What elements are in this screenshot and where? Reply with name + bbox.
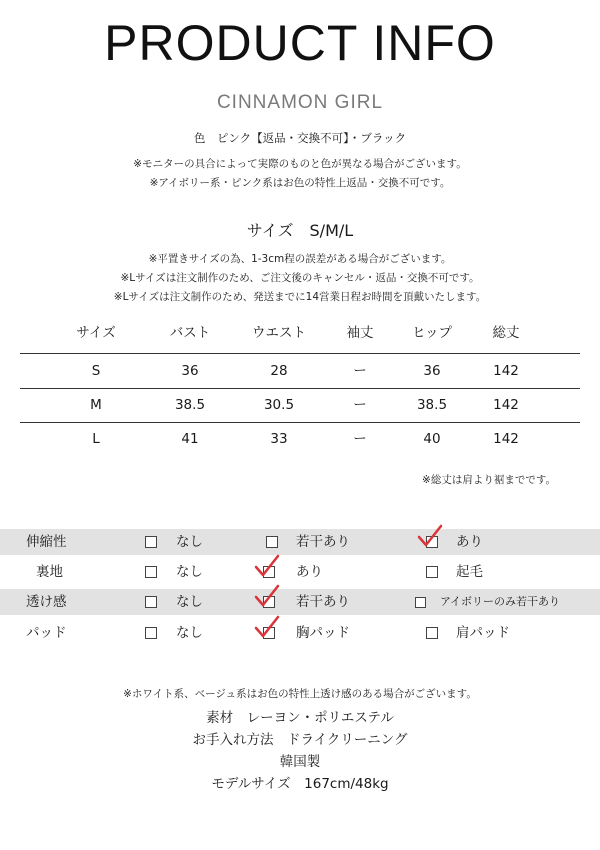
option-label: あり	[456, 534, 483, 550]
option-label: 若干あり	[296, 594, 350, 610]
size-note: ※Lサイズは注文制作のため、ご注文後のキャンセル・返品・交換不可です。	[120, 272, 480, 284]
size-note: ※Lサイズは注文制作のため、発送までに14営業日程お時間を頂戴いたします。	[113, 291, 487, 303]
option-label: アイボリーのみ若干あり	[440, 595, 561, 608]
feature-label: 裏地	[36, 564, 63, 580]
table-cell: 142	[493, 363, 519, 379]
table-cell: 38.5	[416, 397, 448, 413]
brand-name: CINNAMON GIRL	[216, 92, 384, 113]
option-label: 起毛	[456, 564, 483, 580]
table-header-cell: バスト	[169, 325, 211, 341]
table-cell: 36	[181, 363, 199, 379]
table-cell: L	[92, 431, 100, 447]
table-divider	[20, 388, 580, 389]
page-title: PRODUCT INFO	[104, 15, 496, 71]
checkbox	[145, 536, 157, 548]
checkbox	[145, 596, 157, 608]
material-info: 素材 レーヨン・ポリエステル	[206, 710, 394, 726]
table-cell: 142	[493, 431, 519, 447]
size-table-header	[20, 318, 580, 348]
table-divider	[20, 422, 580, 423]
checkbox	[426, 566, 438, 578]
table-header-cell: サイズ	[76, 325, 116, 341]
check-mark-icon	[253, 583, 281, 609]
table-cell: 28	[270, 363, 288, 379]
feature-row-sheerness	[0, 589, 600, 615]
table-divider	[20, 353, 580, 354]
option-label: 胸パッド	[296, 625, 350, 641]
table-cell: 40	[423, 431, 441, 447]
table-row	[20, 424, 580, 454]
table-cell: 142	[493, 397, 519, 413]
check-mark-icon	[253, 614, 281, 640]
table-header-cell: ヒップ	[411, 325, 453, 341]
table-cell: S	[91, 363, 101, 379]
sheer-note: ※ホワイト系、ベージュ系はお色の特性上透け感のある場合がございます。	[123, 688, 477, 700]
table-header-cell: 総丈	[492, 325, 520, 341]
table-cell: 33	[270, 431, 288, 447]
option-label: なし	[176, 594, 203, 610]
feature-row-padding	[0, 620, 600, 646]
table-cell: ー	[353, 363, 367, 379]
model-size-info: モデルサイズ 167cm/48kg	[211, 776, 389, 792]
option-label: なし	[176, 534, 203, 550]
size-title: サイズ S/M/L	[246, 221, 354, 240]
checkbox	[266, 536, 278, 548]
color-note: ※モニターの具合によって実際のものと色が異なる場合がございます。	[133, 158, 467, 170]
table-row	[20, 390, 580, 420]
option-label: なし	[176, 625, 203, 641]
feature-label: 透け感	[26, 594, 67, 610]
table-header-cell: 袖丈	[346, 325, 374, 341]
table-cell: 30.5	[263, 397, 295, 413]
option-label: あり	[296, 564, 323, 580]
origin-info: 韓国製	[279, 754, 321, 770]
care-info: お手入れ方法 ドライクリーニング	[192, 732, 408, 748]
table-note: ※総丈は肩より裾までです。	[422, 474, 556, 486]
table-cell: ー	[353, 397, 367, 413]
feature-row-lining	[0, 559, 600, 585]
check-mark-icon	[416, 523, 444, 549]
table-cell: 38.5	[174, 397, 206, 413]
table-cell: M	[90, 397, 102, 413]
option-label: 肩パッド	[456, 625, 510, 641]
feature-row-stretch	[0, 529, 600, 555]
color-info: 色 ピンク【返品・交換不可】・ブラック	[193, 131, 407, 145]
checkbox	[145, 627, 157, 639]
table-row	[20, 356, 580, 386]
option-label: なし	[176, 564, 203, 580]
table-cell: ー	[353, 431, 367, 447]
checkbox	[426, 627, 438, 639]
check-mark-icon	[253, 553, 281, 579]
checkbox	[145, 566, 157, 578]
table-header-cell: ウエスト	[252, 325, 306, 341]
feature-label: 伸縮性	[26, 534, 67, 550]
table-cell: 36	[423, 363, 441, 379]
feature-label: パッド	[26, 625, 67, 641]
table-cell: 41	[181, 431, 199, 447]
checkbox	[415, 597, 426, 608]
option-label: 若干あり	[296, 534, 350, 550]
color-note: ※アイボリー系・ピンク系はお色の特性上返品・交換不可です。	[149, 177, 451, 189]
size-note: ※平置きサイズの為、1-3cm程の誤差がある場合がございます。	[148, 253, 452, 265]
